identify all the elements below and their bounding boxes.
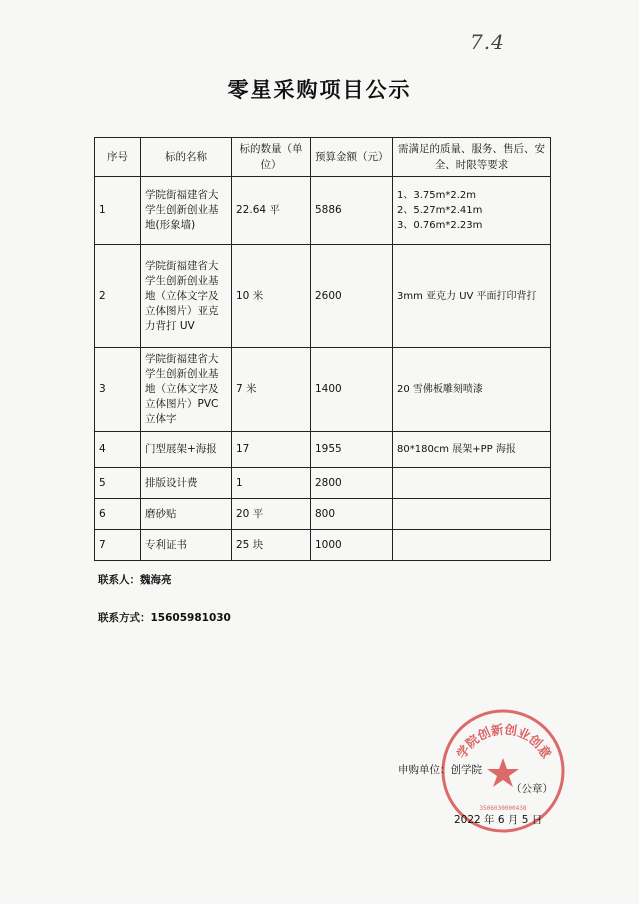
page-title: 零星采购项目公示 xyxy=(227,78,412,102)
cell-budget: 1955 xyxy=(311,432,393,468)
header-requirements: 需满足的质量、服务、售后、安全、时限等要求 xyxy=(393,138,551,177)
table-header-row xyxy=(95,138,551,177)
requirement-line: 80*180cm 展架+PP 海报 xyxy=(397,444,516,455)
table-row xyxy=(95,432,551,468)
seal-label: （公章） xyxy=(511,783,553,795)
cell-seq: 2 xyxy=(95,245,141,348)
cell-name: 专利证书 xyxy=(141,530,232,561)
cell-name: 学院街福建省大学生创新创业基地（立体文字及立体图片）PVC 立体字 xyxy=(141,348,232,432)
cell-name: 磨砂贴 xyxy=(141,499,232,530)
cell-requirements xyxy=(393,348,551,432)
table-row xyxy=(95,468,551,499)
cell-requirements xyxy=(393,468,551,499)
cell-name: 学院街福建省大学生创新创业基地（立体文字及立体图片）亚克力背打 UV xyxy=(141,245,232,348)
applicant-unit xyxy=(398,762,482,777)
cell-qty: 1 xyxy=(232,468,311,499)
header-budget: 预算金额（元） xyxy=(311,138,393,177)
cell-seq: 3 xyxy=(95,348,141,432)
cell-name: 排版设计费 xyxy=(141,468,232,499)
cell-budget: 1000 xyxy=(311,530,393,561)
requirement-line: 3mm 亚克力 UV 平面打印背打 xyxy=(397,290,537,302)
contact-phone-number: 15605981030 xyxy=(150,612,231,624)
table-row xyxy=(95,530,551,561)
cell-qty: 17 xyxy=(232,432,311,468)
table-row xyxy=(95,499,551,530)
cell-seq: 7 xyxy=(95,530,141,561)
applicant-unit-name: 创学院 xyxy=(450,764,482,776)
requirement-line: 1、3.75m*2.2m xyxy=(397,190,477,201)
table-row xyxy=(95,177,551,245)
cell-requirements xyxy=(393,177,551,245)
seal-text: 学院创新创业创意 xyxy=(453,721,555,762)
handwritten-note: 7.4 xyxy=(470,30,505,54)
contact-person-label: 联系人： xyxy=(98,574,140,586)
cell-name: 学院街福建省大学生创新创业基地(形象墙) xyxy=(141,177,232,245)
cell-requirements xyxy=(393,245,551,348)
cell-budget: 1400 xyxy=(311,348,393,432)
cell-qty: 10 米 xyxy=(232,245,311,348)
seal-number: 3506030000438 xyxy=(479,805,527,812)
cell-seq: 6 xyxy=(95,499,141,530)
contact-phone xyxy=(98,610,231,625)
cell-qty: 20 平 xyxy=(232,499,311,530)
cell-qty: 25 块 xyxy=(232,530,311,561)
signing-date: 2022 年 6 月 5 日 xyxy=(454,814,543,826)
header-seq: 序号 xyxy=(95,138,141,177)
header-name: 标的名称 xyxy=(141,138,232,177)
cell-requirements xyxy=(393,530,551,561)
cell-seq: 4 xyxy=(95,432,141,468)
cell-requirements xyxy=(393,499,551,530)
cell-name: 门型展架+海报 xyxy=(141,432,232,468)
cell-qty: 7 米 xyxy=(232,348,311,432)
contact-person xyxy=(98,572,172,587)
requirement-line: 3、0.76m*2.23m xyxy=(397,220,483,231)
cell-qty: 22.64 平 xyxy=(232,177,311,245)
procurement-table xyxy=(94,137,551,561)
cell-budget: 5886 xyxy=(311,177,393,245)
contact-phone-label: 联系方式： xyxy=(98,612,151,624)
table-row xyxy=(95,245,551,348)
requirement-line: 2、5.27m*2.41m xyxy=(397,205,483,216)
requirement-line: 20 雪佛板雕刻喷漆 xyxy=(397,384,483,395)
applicant-unit-label: 申购单位： xyxy=(398,764,451,776)
cell-requirements xyxy=(393,432,551,468)
cell-seq: 5 xyxy=(95,468,141,499)
contact-person-name: 魏海亮 xyxy=(140,574,172,586)
table-row xyxy=(95,348,551,432)
cell-budget: 2600 xyxy=(311,245,393,348)
header-qty: 标的数量（单位） xyxy=(232,138,311,177)
svg-text:学院创新创业创意 xyxy=(454,722,555,762)
cell-seq: 1 xyxy=(95,177,141,245)
cell-budget: 800 xyxy=(311,499,393,530)
cell-budget: 2800 xyxy=(311,468,393,499)
